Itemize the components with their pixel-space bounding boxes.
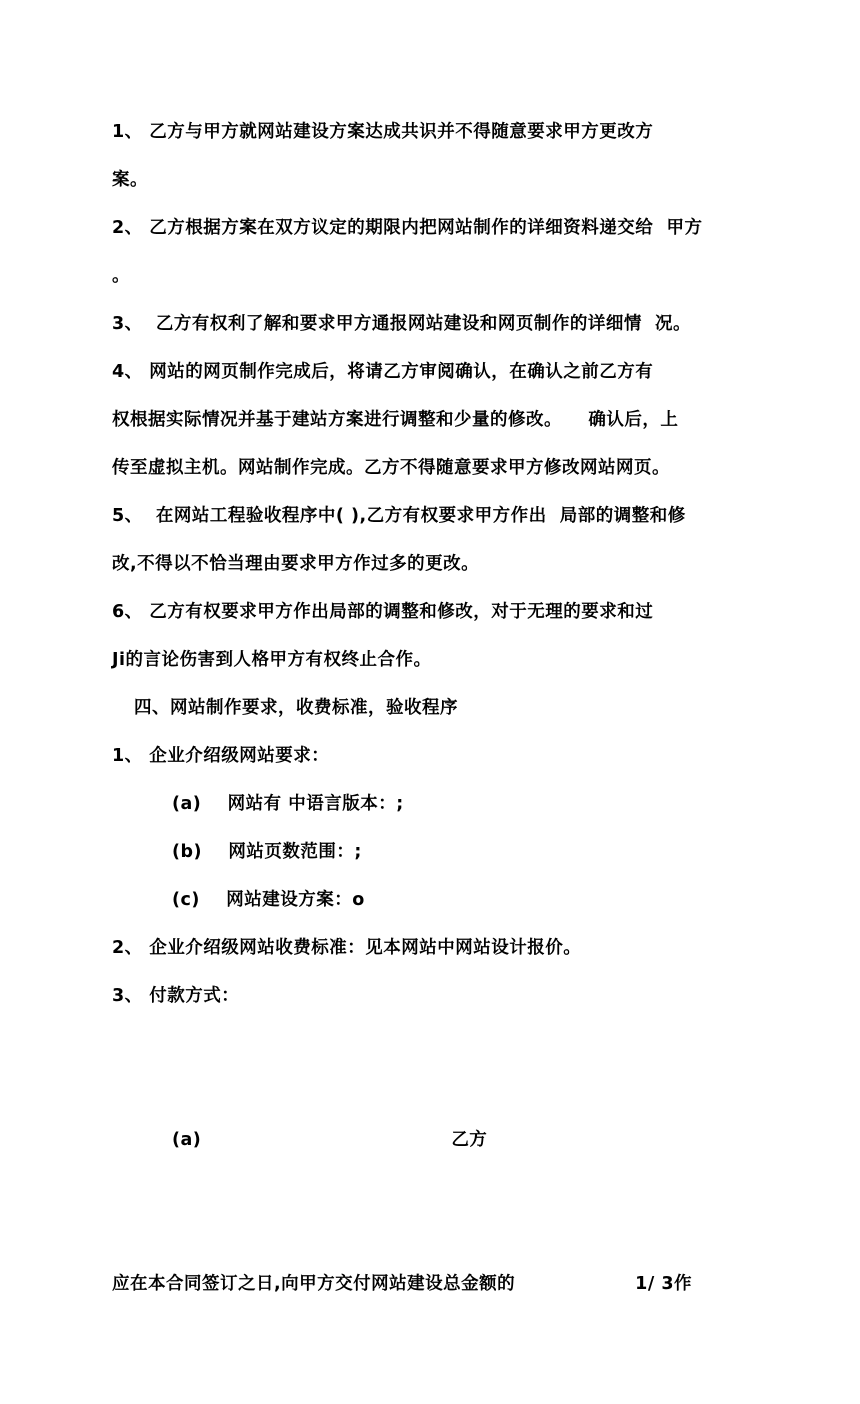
- paragraph-line: 5、 在网站工程验收程序中( ),乙方有权要求甲方作出 局部的调整和修: [112, 506, 686, 526]
- paragraph-item-8: [112, 924, 752, 972]
- paragraph-line: 2、 企业介绍级网站收费标准：见本网站中网站设计报价。: [112, 938, 582, 958]
- paragraph-line: 。: [112, 266, 130, 286]
- paragraph-line: 4、 网站的网页制作完成后，将请乙方审阅确认，在确认之前乙方有: [112, 362, 654, 382]
- document-body: [112, 108, 752, 1404]
- paragraph-line: 权根据实际情况并基于建站方案进行调整和少量的修改。 确认后，上: [112, 410, 679, 430]
- paragraph-line: 案。: [112, 170, 148, 190]
- paragraph-line: (c) 网站建设方案：o: [172, 890, 365, 910]
- payment-amount-line: [112, 1260, 752, 1308]
- paragraph-item-1: [112, 108, 752, 204]
- paragraph-item-7: [112, 732, 752, 780]
- paragraph-line: 传至虚拟主机。网站制作完成。乙方不得随意要求甲方修改网站网页。: [112, 458, 670, 478]
- paragraph-item-7c: [112, 876, 752, 924]
- paragraph-line: (b) 网站页数范围：;: [172, 842, 362, 862]
- payment-marker: (a): [172, 1130, 202, 1150]
- payment-line-prefix: 应在本合同签订之日,向甲方交付网站建设总金额的: [112, 1274, 516, 1294]
- payment-party: 乙方: [451, 1130, 488, 1150]
- paragraph-item-5: [112, 492, 752, 588]
- payment-amount: 1/ 3作: [635, 1274, 692, 1294]
- section-heading-four: [112, 684, 752, 732]
- paragraph-line: 改,不得以不恰当理由要求甲方作过多的更改。: [112, 554, 480, 574]
- payment-block: [112, 1020, 752, 1404]
- paragraph-item-7b: [112, 828, 752, 876]
- paragraph-line: 1、 企业介绍级网站要求：: [112, 746, 330, 766]
- paragraph-line: 3、 乙方有权利了解和要求甲方通报网站建设和网页制作的详细情 况。: [112, 314, 692, 334]
- paragraph-line: 6、 乙方有权要求甲方作出局部的调整和修改，对于无理的要求和过: [112, 602, 654, 622]
- paragraph-item-4: [112, 348, 752, 492]
- paragraph-line: (a) 网站有 中语言版本：;: [172, 794, 404, 814]
- paragraph-line: 3、 付款方式：: [112, 986, 240, 1006]
- paragraph-line: 四、网站制作要求，收费标准，验收程序: [134, 698, 458, 718]
- paragraph-line: 2、 乙方根据方案在双方议定的期限内把网站制作的详细资料递交给 甲方: [112, 218, 703, 238]
- paragraph-item-2: [112, 204, 752, 300]
- paragraph-item-9: [112, 972, 752, 1020]
- paragraph-item-3: [112, 300, 752, 348]
- payment-marker-line: [112, 1116, 752, 1164]
- paragraph-line: Ji的言论伤害到人格甲方有权终止合作。: [112, 650, 432, 670]
- paragraph-item-7a: [112, 780, 752, 828]
- paragraph-item-6: [112, 588, 752, 684]
- paragraph-line: 1、 乙方与甲方就网站建设方案达成共识并不得随意要求甲方更改方: [112, 122, 654, 142]
